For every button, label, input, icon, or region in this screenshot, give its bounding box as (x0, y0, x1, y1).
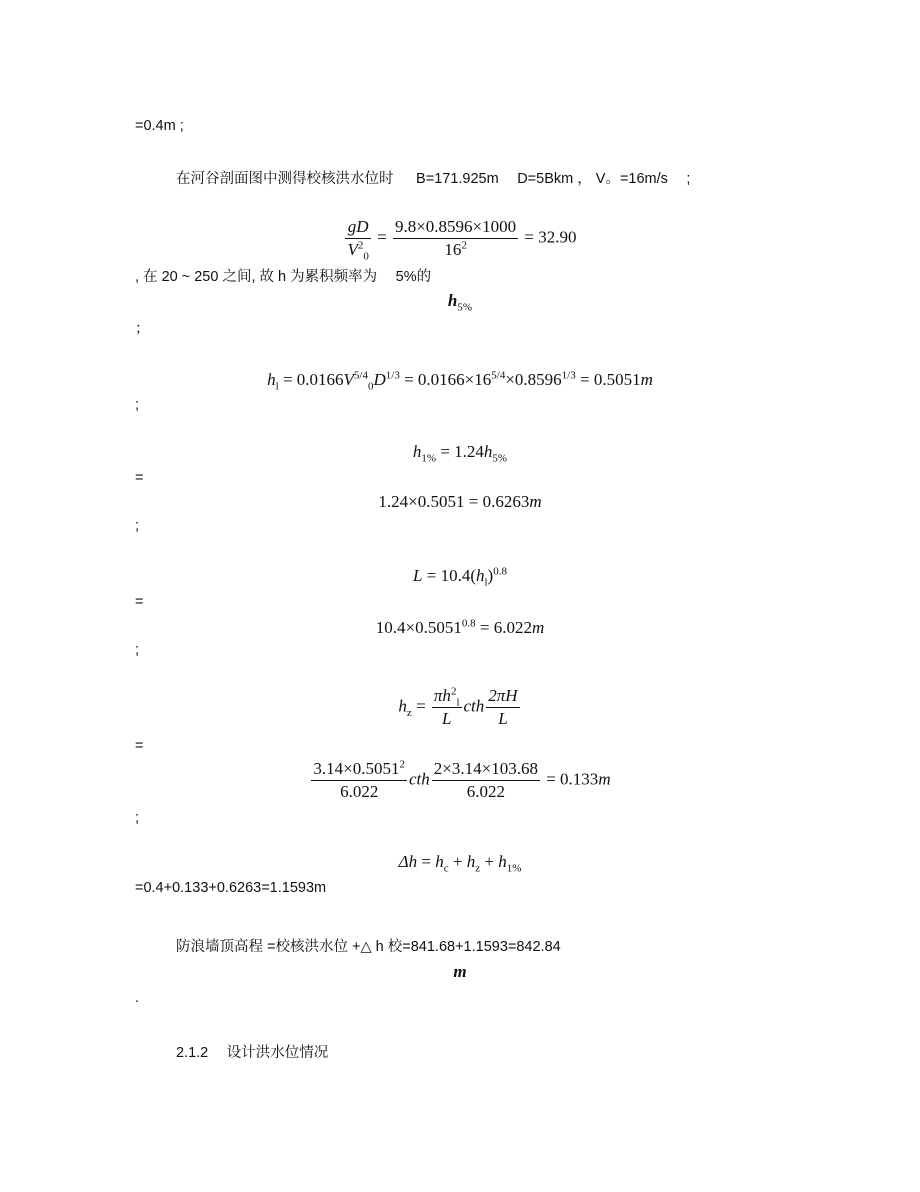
eq9-h3-sub: 1% (506, 862, 522, 875)
eq2-v-sub: 0 (367, 380, 374, 393)
eq3-h2-sub: 5% (492, 452, 508, 465)
eq1-den-right-sup: 2 (461, 239, 467, 252)
equation-wave-setup (0, 685, 920, 730)
eq5-close: ) (487, 566, 494, 585)
equation-wavelength (0, 565, 920, 587)
eq9-h2: h (466, 852, 476, 871)
eq6-body: 10.4×0.5051 (375, 618, 462, 637)
eq8-result: = 0.133 (546, 769, 599, 789)
equation-h5 (0, 290, 920, 312)
eq8-fraction-1 (311, 758, 407, 803)
equation-wave-setup-value (0, 758, 920, 803)
eq9-delta: Δh (398, 852, 418, 871)
eq2-unit: m (640, 370, 653, 389)
eq9-h1-sub: c (443, 862, 449, 875)
eq-h5-h: h (447, 291, 458, 310)
eq9-plus1: + (452, 852, 463, 871)
eq9-equals: = (421, 852, 431, 871)
eq6-sup: 0.8 (461, 617, 476, 630)
equation-unit-m (0, 961, 920, 983)
eq7-fraction-1 (432, 685, 462, 730)
eq8-fraction-2 (432, 758, 540, 803)
text-line-1: =0.4m ; (135, 118, 184, 134)
equation-wavelength-value (0, 617, 920, 639)
eq2-result: = 0.5051 (579, 370, 641, 389)
eq4-body: 1.24×0.5051 = 0.6263 (378, 492, 530, 511)
text-line-5: ; (135, 397, 140, 413)
eq8-cth: cth (409, 769, 430, 789)
eq9-h2-sub: z (475, 862, 481, 875)
section-heading: 2.1.2 设计洪水位情况 (176, 1045, 329, 1061)
eq-h5-sub: 5% (457, 301, 473, 314)
eq5-L: L (413, 566, 423, 585)
eq5-mid: = 10.4( (426, 566, 476, 585)
eq7-num1-sup: 2 (450, 685, 457, 698)
eq8-den1: 6.022 (340, 782, 379, 801)
eq3-mid: = 1.24 (440, 442, 484, 461)
eq8-num1: 3.14×0.5051 (313, 759, 400, 778)
text-line-12: =0.4+0.133+0.6263=1.1593m (135, 880, 327, 896)
eq4-unit: m (529, 492, 542, 511)
eq2-c-sup: 1/3 (561, 369, 576, 382)
eq9-h3: h (498, 852, 507, 871)
text-line-3: , 在 20 ~ 250 之间, 故 h 为累积频率为 5%的 (135, 269, 432, 285)
eq2-c: ×0.8596 (505, 370, 562, 389)
eq1-num-right: 9.8×0.8596×1000 (393, 216, 518, 239)
eq7-equals: = (416, 696, 426, 716)
eq2-v-sup: 5/4 (353, 369, 368, 382)
eq2-b: = 0.0166×16 (404, 370, 492, 389)
eq1-den-left-sup: 2 (357, 239, 364, 252)
eq2-left: h (267, 370, 276, 389)
equation-h1-percent (0, 441, 920, 463)
eq2-b-sup: 5/4 (491, 369, 506, 382)
fraction-values (393, 216, 518, 261)
eq7-left-sub: z (406, 706, 412, 719)
eq7-cth: cth (463, 696, 485, 716)
eq7-num1: πh (433, 686, 451, 705)
eq5-h: h (475, 566, 485, 585)
eq7-num2: 2πH (488, 686, 518, 705)
fraction-gd-v0 (345, 216, 370, 261)
eq1-den-right: 16 (444, 240, 462, 259)
eq7-left: h (398, 696, 407, 716)
eq3-h2: h (483, 442, 493, 461)
eq8-unit: m (598, 769, 611, 789)
eq9-h1: h (435, 852, 444, 871)
eq2-left-sub: l (275, 380, 279, 393)
eq2-d-sup: 1/3 (385, 369, 400, 382)
eq-m-unit: m (453, 962, 467, 981)
text-line-13: 防浪墙顶高程 =校核洪水位 +△ h 校=841.68+1.1593=842.84 (176, 939, 561, 955)
eq7-den2: L (498, 709, 508, 728)
eq1-equals: = (377, 227, 387, 247)
eq2-v: V (343, 370, 354, 389)
eq2-a: = 0.0166 (282, 370, 344, 389)
eq6-unit: m (531, 618, 545, 637)
text-line-6: = (135, 470, 144, 486)
text-line-11: ; (135, 810, 140, 826)
text-line-4: ； (135, 321, 150, 337)
equation-fetch-ratio (0, 216, 920, 261)
text-line-8: = (135, 594, 144, 610)
eq2-d: D (373, 370, 386, 389)
eq8-den2: 6.022 (466, 782, 505, 801)
eq3-h-sub: 1% (421, 452, 437, 465)
text-line-14: . (135, 990, 140, 1006)
eq5-h-sub: l (484, 576, 488, 589)
eq6-result: = 6.022 (479, 618, 532, 637)
eq7-fraction-2 (486, 685, 519, 730)
text-line-10: = (135, 738, 144, 754)
eq8-num2: 2×3.14×103.68 (432, 758, 540, 781)
eq8-num1-sup: 2 (399, 758, 405, 771)
eq5-sup: 0.8 (493, 565, 507, 578)
text-line-7: ; (135, 518, 140, 534)
text-line-9: ; (135, 642, 140, 658)
equation-h1-value (0, 491, 920, 513)
equation-wave-height (0, 369, 920, 391)
text-line-2: 在河谷剖面图中测得校核洪水位时 B=171.925m D=5Bkm ， V。=16m/s ; (176, 171, 691, 187)
eq3-h: h (412, 442, 422, 461)
equation-delta-h (0, 851, 920, 873)
eq7-num1-sub: l (456, 696, 460, 709)
eq1-num-left: gD (347, 217, 369, 236)
eq9-plus2: + (484, 852, 494, 871)
eq1-result: = 32.90 (524, 227, 577, 247)
eq1-den-left-sub: 0 (363, 250, 369, 263)
eq7-den1: L (441, 709, 452, 728)
eq1-den-left: V (347, 240, 358, 259)
